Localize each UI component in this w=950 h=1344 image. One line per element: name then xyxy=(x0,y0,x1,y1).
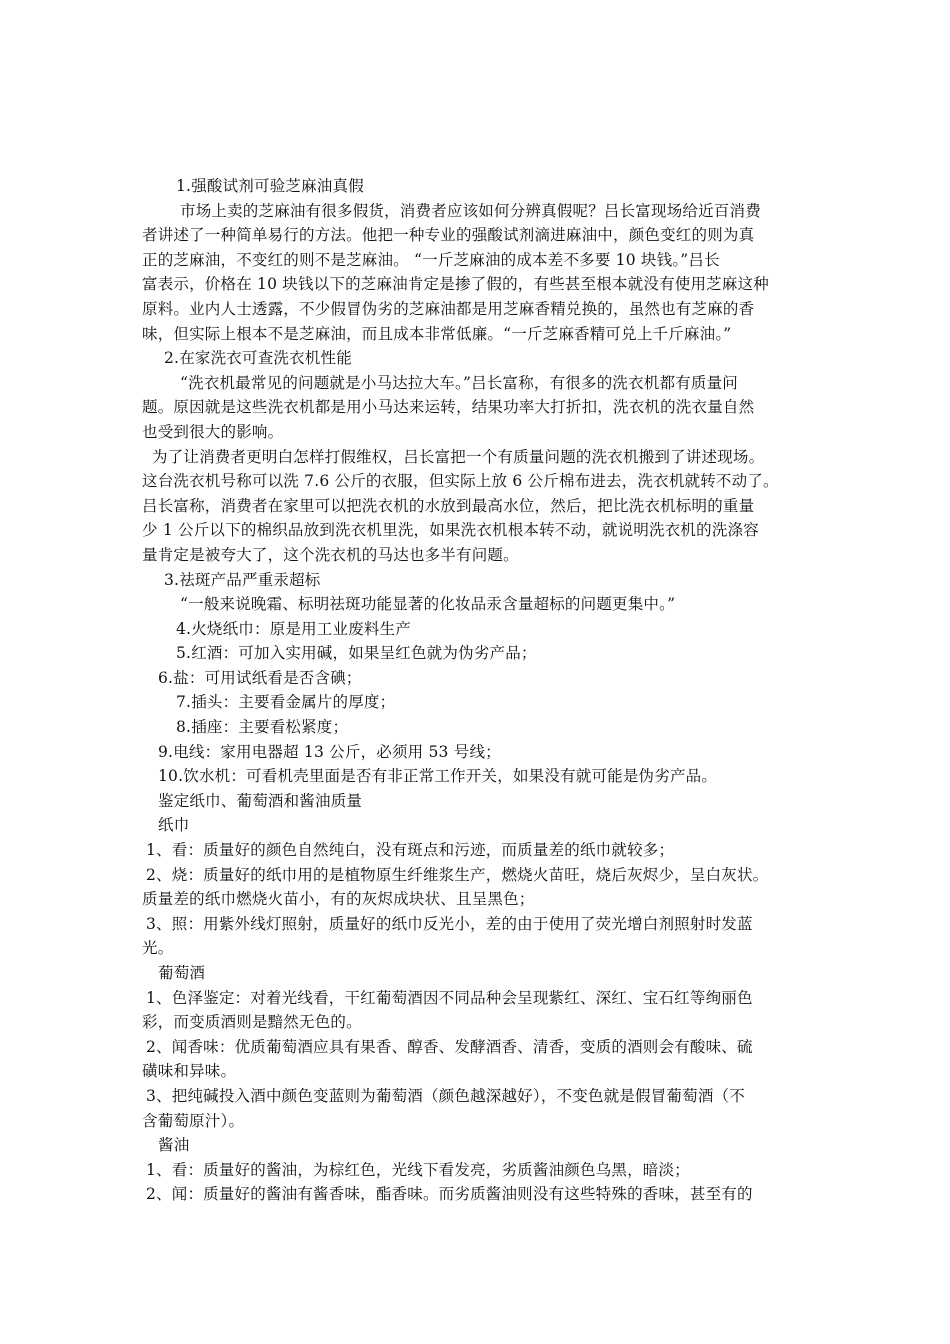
paragraph-line: 富表示，价格在 10 块钱以下的芝麻油肯定是掺了假的，有些甚至根本就没有使用芝麻这种 xyxy=(142,275,769,294)
paragraph-line: 7.插头：主要看金属片的厚度； xyxy=(176,693,396,712)
paragraph-line: 2、闻：质量好的酱油有酱香味，酯香味。而劣质酱油则没有这些特殊的香味，甚至有的 xyxy=(146,1185,753,1204)
paragraph-line: 正的芝麻油，不变红的则不是芝麻油。 “一斤芝麻油的成本差不多要 10 块钱。”吕长 xyxy=(142,250,720,269)
paragraph-line: 2、闻香味：优质葡萄酒应具有果香、醇香、发酵酒香、清香，变质的酒则会有酸味、硫 xyxy=(146,1037,753,1056)
section-heading: 3.祛斑产品严重汞超标 xyxy=(164,570,321,589)
paragraph-line: 也受到很大的影响。 xyxy=(142,422,284,441)
paragraph-line: 味，但实际上根本不是芝麻油，而且成本非常低廉。“一斤芝麻香精可兑上千斤麻油。” xyxy=(142,324,732,343)
paragraph-line: 9.电线：家用电器超 13 公斤，必须用 53 号线； xyxy=(158,742,501,761)
paragraph-line: 吕长富称，消费者在家里可以把洗衣机的水放到最高水位，然后，把比洗衣机标明的重量 xyxy=(142,496,755,515)
paragraph-line: 3、照：用紫外线灯照射，质量好的纸巾反光小，差的由于使用了荧光增白剂照射时发蓝 xyxy=(146,914,753,933)
paragraph-line: 量肯定是被夸大了，这个洗衣机的马达也多半有问题。 xyxy=(142,545,519,564)
paragraph-line: 4.火烧纸巾：原是用工业废料生产 xyxy=(176,619,411,638)
paragraph-line: 含葡萄原汁）。 xyxy=(142,1111,245,1130)
paragraph-line: 光。 xyxy=(142,939,174,958)
section-heading: 2.在家洗衣可查洗衣机性能 xyxy=(164,349,352,368)
paragraph-line: 彩，而变质酒则是黯然无色的。 xyxy=(142,1013,362,1032)
paragraph-line: 磺味和异味。 xyxy=(142,1062,237,1081)
section-heading: 葡萄酒 xyxy=(158,964,206,982)
paragraph-line: 者讲述了一种简单易行的方法。他把一种专业的强酸试剂滴进麻油中，颜色变红的则为真 xyxy=(142,226,755,245)
paragraph-line: “洗衣机最常见的问题就是小马达拉大车。”吕长富称，有很多的洗衣机都有质量问 xyxy=(180,373,739,392)
paragraph-line: 3、把纯碱投入酒中颜色变蓝则为葡萄酒（颜色越深越好），不变色就是假冒葡萄酒（不 xyxy=(146,1086,745,1105)
section-heading: 酱油 xyxy=(158,1136,190,1155)
paragraph-line: 1、色泽鉴定：对着光线看，干红葡萄酒因不同品种会呈现紫红、深红、宝石红等绚丽色 xyxy=(146,988,753,1007)
paragraph-line: 1、看：质量好的颜色自然纯白，没有斑点和污迹，而质量差的纸巾就较多； xyxy=(146,841,675,860)
section-heading: 1.强酸试剂可验芝麻油真假 xyxy=(176,177,364,195)
paragraph-line: 2、烧：质量好的纸巾用的是植物原生纤维浆生产，燃烧火苗旺，烧后灰烬少，呈白灰状。 xyxy=(146,865,769,884)
paragraph-line: 8.插座：主要看松紧度； xyxy=(176,718,349,737)
section-heading: 纸巾 xyxy=(158,816,190,835)
paragraph-line: 少 1 公斤以下的棉织品放到洗衣机里洗，如果洗衣机根本转不动，就说明洗衣机的洗涤容 xyxy=(142,521,759,540)
section-heading: 鉴定纸巾、葡萄酒和酱油质量 xyxy=(158,791,363,810)
paragraph-line: 原料。业内人士透露，不少假冒伪劣的芝麻油都是用芝麻香精兑换的，虽然也有芝麻的香 xyxy=(142,299,755,318)
paragraph-line: 题。原因就是这些洗衣机都是用小马达来运转，结果功率大打折扣，洗衣机的洗衣量自然 xyxy=(142,398,755,417)
paragraph-line: 5.红酒：可加入实用碱，如果呈红色就为伪劣产品； xyxy=(176,644,537,663)
paragraph-line: “一般来说晚霜、标明祛斑功能显著的化妆品汞含量超标的问题更集中。” xyxy=(180,595,676,614)
paragraph-line: 质量差的纸巾燃烧火苗小，有的灰烬成块状、且呈黑色； xyxy=(142,890,535,909)
paragraph-line: 这台洗衣机号称可以洗 7.6 公斤的衣服，但实际上放 6 公斤棉布进去，洗衣机就转不动了。 xyxy=(142,472,779,491)
paragraph-line: 市场上卖的芝麻油有很多假货，消费者应该如何分辨真假呢？吕长富现场给近百消费 xyxy=(180,201,761,220)
paragraph-line: 1、看：质量好的酱油，为棕红色，光线下看发亮，劣质酱油颜色乌黑，暗淡； xyxy=(146,1160,690,1179)
document-body xyxy=(142,174,822,1207)
paragraph-line: 10.饮水机：可看机壳里面是否有非正常工作开关，如果没有就可能是伪劣产品。 xyxy=(158,767,718,786)
paragraph-line: 6.盐：可用试纸看是否含碘； xyxy=(158,668,362,687)
paragraph-line: 为了让消费者更明白怎样打假维权，吕长富把一个有质量问题的洗衣机搬到了讲述现场。 xyxy=(152,447,765,466)
